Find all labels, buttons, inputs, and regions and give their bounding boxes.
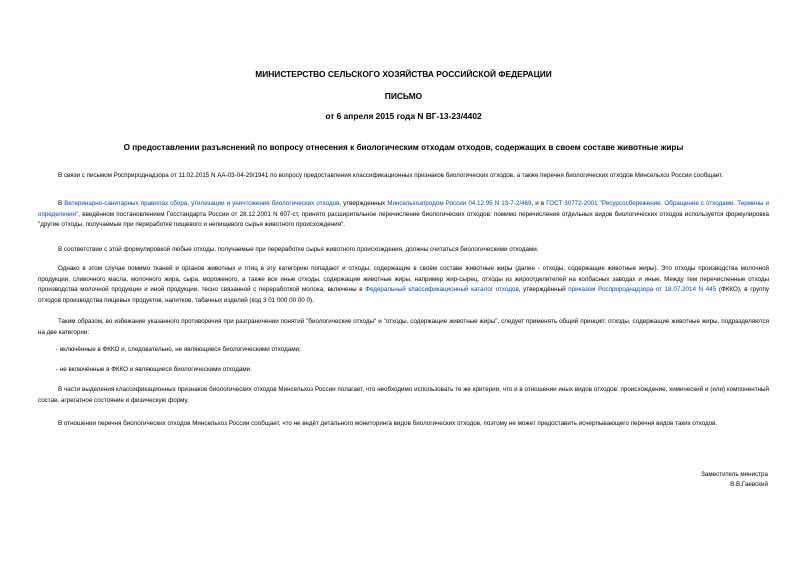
paragraph-2 [38,199,769,231]
paragraph-4 [38,264,769,307]
bullet-2: - не включённые в ФККО и являющиеся биологическими отходами. [56,366,252,373]
rosprirodnadzor-order-link[interactable]: приказом Росприроднадзора от 18.07.2014 N 445 [568,286,717,294]
paragraph-7: В отношении перечня биологических отходов Минсельхоз России сообщает, что не ведёт детального мониторинга видов биологических отходов, поэтому не может предоставить исчерпывающего перечня видов таких отходов. [58,420,718,427]
paragraph-4-suffix: (ФККО), в группу отходов производства пищевых продуктов, напитков, табачных изделий (код 3 01 000 00 00 0). [38,286,769,305]
signature-name: В.В.Гаевский [730,481,768,488]
paragraph-2-prefix: В [58,200,65,207]
gost-link[interactable]: ГОСТ 30772-2001 "Ресурсосбережение. Обращение с отходами. Термины и определения" [38,200,769,218]
paragraph-6: В части выделения классификационных признаков биологических отходов Минсельхоз России полагает, что необходимо использовать те же критерии, что и в отношении иных видов отходов: происхождение, химический и (или) компонентный состав, агрегатное состояние и физическую форму. [38,386,769,404]
document-date-number: от 6 апреля 2015 года N ВГ-13-23/4402 [325,111,482,121]
document-subject: О предоставлении разъяснений по вопросу отнесения к биологическим отходам отходов, содержащих в своем составе животные жиры [123,143,684,152]
paragraph-2-suffix: , введённом постановлением Госстандарта России от 28.12.2001 N 607-ст, принято расширительное перечисление биологических отходов: помимо перечисления отдельных видов биологических отходов используется формулировка "другие отходы, получаемые при переработке пищевого и непищевого сырья животного происхождения". [38,210,769,229]
federal-catalog-link[interactable]: Федеральный классификационный каталог отходов [365,286,519,294]
bullet-1: - включённые в ФККО и, следовательно, не являющиеся биологическими отходами; [56,346,301,353]
paragraph-1: В связи с письмом Росприроднадзора от 11.02.2015 N АА-03-04-29/1941 по вопросу предоставления классификационных признаков биологических отходов, а также перечня биологических отходов Минсельхоз России сообщает. [58,172,724,179]
paragraph-4-text: Однако в этом случае помимо тканей и органов животных и птиц в эту категорию попадают и отходы, содержащие в своём составе животные жиры (далее - отходы, содержащие животные жиры). Это отходы производства молочной продукции, сливочного масла, молочного жира, сыра, мороженого, а также все иные отходы, содержащие животные жиры, например жир-сырец, отходы из жироотделителей на колбасных заводах и иные. Между тем перечисленные отходы производства молочной продукции и иной продукции, тесно связанной с переработкой молока, включены в [38,265,769,294]
paragraph-3: В соответствии с этой формулировкой любые отходы, получаемые при переработке сырья животного происхождения, должны считаться биологическими отходами. [58,246,539,253]
minselkhozprod-link[interactable]: Минсельхозпродом России 04.12.95 N 13-7-2/469 [387,200,532,207]
paragraph-2-mid-1: , утвержденных [339,200,388,207]
signature-position: Заместитель министра [701,471,768,478]
document-type-heading: ПИСЬМО [384,91,423,101]
ministry-heading: МИНИСТЕРСТВО СЕЛЬСКОГО ХОЗЯЙСТВА РОССИЙСКОЙ ФЕДЕРАЦИИ [255,69,552,79]
paragraph-5: Таким образом, во избежание указанного противоречия при разграничении понятий "биологические отходы" и "отходы, содержащие животные жиры", следует применять общий принцип: отходы, содержащие животные жиры, подразделяются на две категории: [38,318,769,336]
paragraph-2-mid-2: , и в [531,200,547,207]
paragraph-4-mid-1: , утверждённый [518,286,569,294]
veterinary-rules-link[interactable]: Ветеринарно-санитарных правилах сбора, утилизации и уничтожения биологических отходов [64,200,340,207]
